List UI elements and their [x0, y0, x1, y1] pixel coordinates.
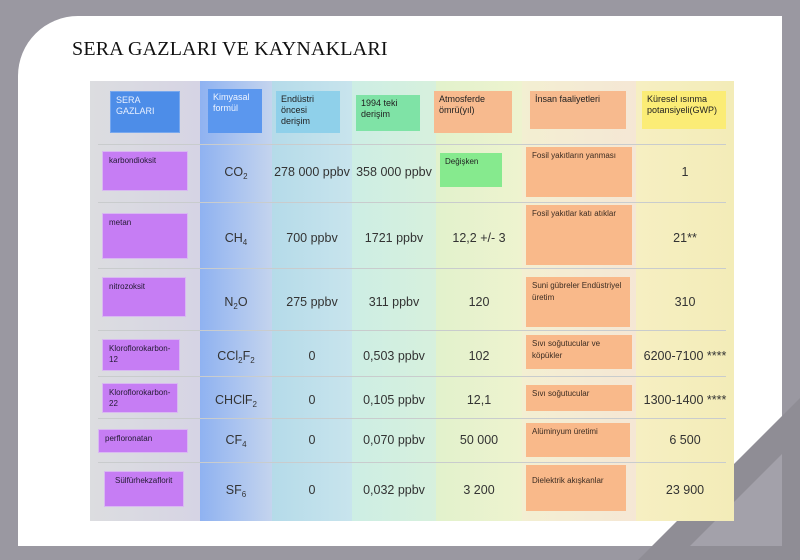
concentration-1994: 0,032 ppbv — [363, 483, 425, 497]
gas-formula: $N_2O$ — [224, 295, 248, 311]
preindustrial-concentration: 0 — [308, 483, 316, 497]
human-activity: Fosil yakıtlar katı atıklar — [526, 205, 632, 265]
formula-subscript: 4 — [242, 238, 248, 247]
header-gas: SERA GAZLARI — [110, 91, 180, 133]
preindustrial-concentration: 0 — [308, 349, 316, 363]
atmospheric-lifetime: 3 200 — [463, 483, 495, 497]
atmospheric-lifetime: 12,1 — [466, 393, 492, 407]
gas-name: perfloronatan — [98, 429, 188, 453]
gwp-value: 6200-7100 **** — [643, 349, 727, 363]
concentration-1994: 311 ppbv — [368, 295, 420, 309]
row-divider — [98, 268, 726, 269]
atmospheric-lifetime: Değişken — [440, 153, 502, 187]
preindustrial-concentration: 278 000 ppbv — [274, 165, 350, 179]
gas-name: nitrozoksit — [102, 277, 186, 317]
concentration-1994: 0,503 ppbv — [363, 349, 425, 363]
formula-subscript: 4 — [242, 440, 247, 449]
header-activity: İnsan faaliyetleri — [530, 91, 626, 129]
human-activity: Fosil yakıtların yanması — [526, 147, 632, 197]
gwp-value: 6 500 — [669, 433, 701, 447]
gwp-value: 1300-1400 **** — [643, 393, 727, 407]
gwp-value: 310 — [674, 295, 696, 309]
preindustrial-concentration: 0 — [308, 393, 316, 407]
gas-formula: $CCl_2F_2$ — [217, 349, 255, 365]
concentration-1994: 0,070 ppbv — [363, 433, 425, 447]
gas-name: Sülfürhekzaflorit — [104, 471, 184, 507]
human-activity: Dielektrik akışkanlar — [526, 465, 626, 511]
preindustrial-concentration: 0 — [308, 433, 316, 447]
gwp-value: 23 900 — [665, 483, 705, 497]
concentration-1994: 0,105 ppbv — [363, 393, 425, 407]
gas-name: metan — [102, 213, 188, 259]
atmospheric-lifetime: 102 — [468, 349, 490, 363]
formula-subscript: 2 — [238, 356, 243, 365]
greenhouse-gas-table — [90, 81, 734, 521]
preindustrial-concentration: 700 ppbv — [286, 231, 338, 245]
formula-subscript: 2 — [252, 400, 257, 409]
row-divider — [98, 144, 726, 145]
row-divider — [98, 330, 726, 331]
human-activity: Sıvı soğutucular ve köpükler — [526, 335, 632, 369]
formula-subscript: 2 — [233, 302, 238, 311]
gas-formula: $CF_4$ — [225, 433, 247, 449]
gas-name: karbondioksit — [102, 151, 188, 191]
row-divider — [98, 418, 726, 419]
header-1994: 1994 teki derişim — [356, 95, 420, 131]
human-activity: Sıvı soğutucular — [526, 385, 632, 411]
header-formula: Kimyasal formül — [208, 89, 262, 133]
header-lifetime: Atmosferde ömrü(yıl) — [434, 91, 512, 133]
header-gwp: Küresel ısınma potansiyeli(GWP) — [642, 91, 726, 129]
preindustrial-concentration: 275 ppbv — [286, 295, 338, 309]
human-activity: Alüminyum üretimi — [526, 423, 630, 457]
concentration-1994: 1721 ppbv — [364, 231, 424, 245]
atmospheric-lifetime: 12,2 +/- 3 — [452, 231, 506, 245]
gas-formula: $SF_6$ — [225, 483, 247, 499]
gas-name: Kloroflorokarbon-22 — [102, 383, 178, 413]
gas-formula: CHClF$_2$ — [215, 393, 257, 409]
row-divider — [98, 462, 726, 463]
atmospheric-lifetime: 50 000 — [459, 433, 499, 447]
gas-formula: $CH_4$ — [224, 231, 248, 247]
human-activity: Suni gübreler Endüstriyel üretim — [526, 277, 630, 327]
gwp-value: 1 — [681, 165, 689, 179]
atmospheric-lifetime: 120 — [468, 295, 490, 309]
concentration-1994: 358 000 ppbv — [356, 165, 432, 179]
gwp-value: 21** — [673, 231, 697, 245]
header-preindustrial: Endüstri öncesi derişim — [276, 91, 340, 133]
row-divider — [98, 202, 726, 203]
slide-title: SERA GAZLARI VE KAYNAKLARI — [72, 38, 388, 60]
formula-subscript: 2 — [243, 172, 248, 181]
row-divider — [98, 376, 726, 377]
formula-subscript: 6 — [241, 490, 247, 499]
gas-formula: $CO_2$ — [224, 165, 248, 181]
formula-subscript: 2 — [250, 356, 255, 365]
gas-name: Kloroflorokarbon-12 — [102, 339, 180, 371]
